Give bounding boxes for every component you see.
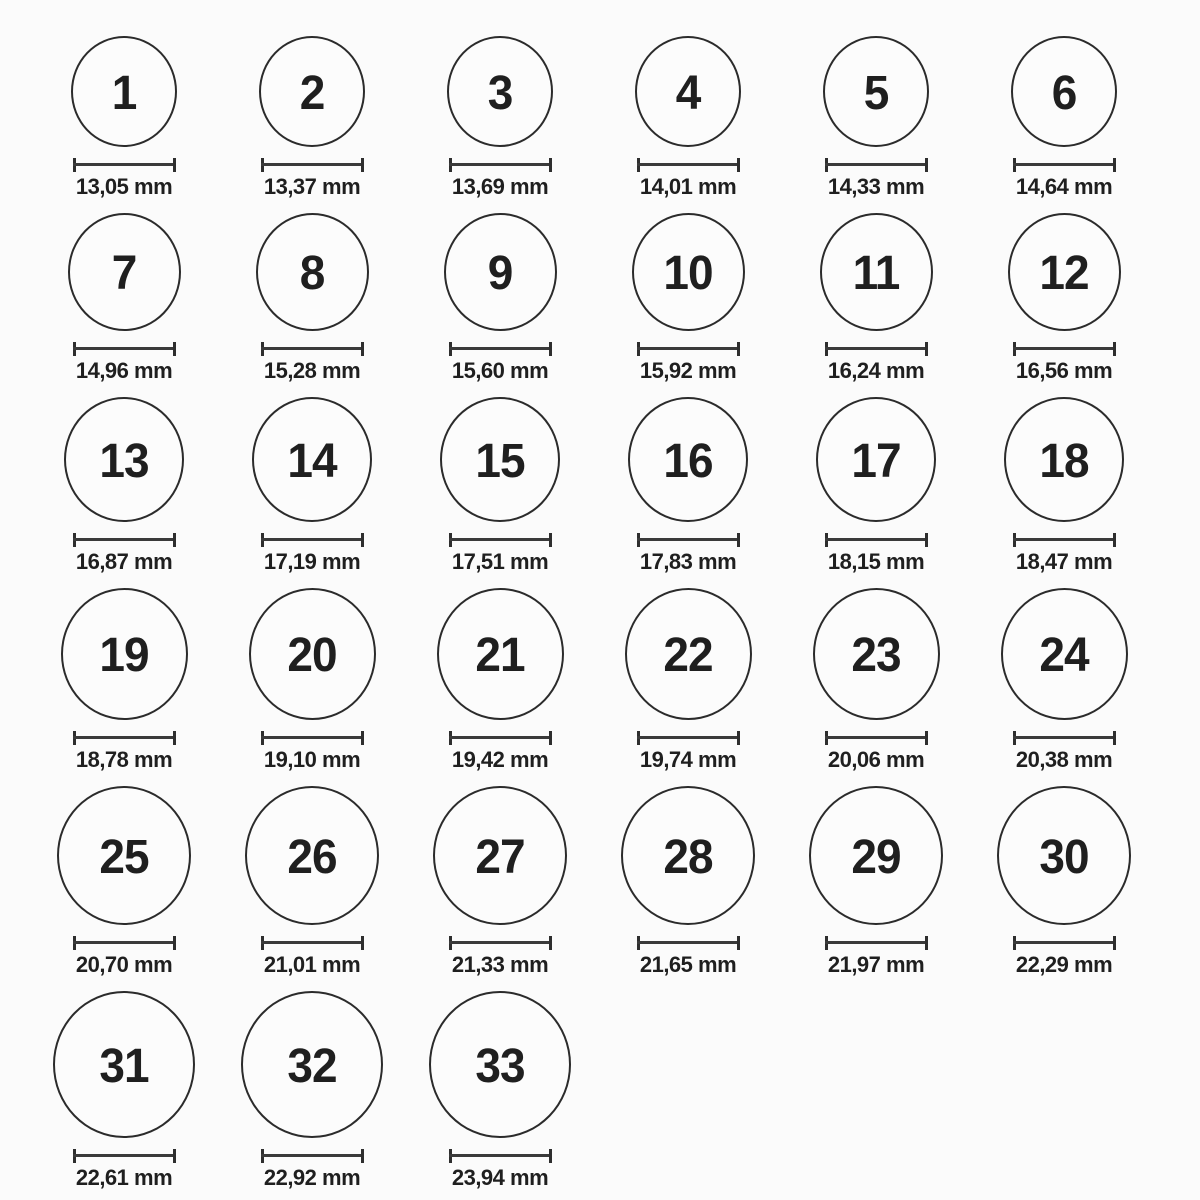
- diameter-label: 21,01 mm: [263, 952, 361, 977]
- ring-circle: [447, 36, 553, 147]
- ring-circle: [820, 213, 933, 331]
- diameter-measure-line: [1013, 342, 1116, 356]
- diameter-measure-line: [261, 342, 364, 356]
- ring-size-number: 21: [475, 626, 525, 682]
- ring-size-item: [782, 36, 970, 199]
- ring-size-number: 16: [663, 432, 713, 487]
- ring-circle: [429, 991, 571, 1138]
- diameter-measure-line: [73, 731, 176, 745]
- diameter-measure-line: [449, 936, 552, 950]
- ring-size-item: [970, 786, 1158, 977]
- diameter-measure-line: [825, 158, 928, 172]
- ring-size-number: 14: [287, 432, 337, 487]
- ring-size-number: 6: [1051, 64, 1077, 119]
- ring-size-number: 15: [475, 432, 525, 487]
- measure-bar: [261, 736, 364, 739]
- ring-size-number: 10: [663, 244, 713, 300]
- measure-bar: [449, 1154, 552, 1157]
- diameter-measure-line: [825, 936, 928, 950]
- measure-bar: [637, 163, 740, 166]
- measure-bar: [261, 941, 364, 944]
- ring-circle: [64, 397, 184, 522]
- diameter-measure-line: [825, 731, 928, 745]
- ring-size-row: [30, 588, 1200, 772]
- ring-size-number: 8: [299, 244, 325, 300]
- ring-size-row: [30, 991, 1200, 1190]
- ring-circle: [241, 991, 383, 1138]
- ring-circle: [433, 786, 567, 925]
- ring-size-item: [406, 397, 594, 574]
- measure-bar: [637, 736, 740, 739]
- measure-bar: [1013, 736, 1116, 739]
- diameter-label: 14,01 mm: [639, 174, 737, 199]
- diameter-label: 20,06 mm: [827, 747, 925, 772]
- ring-size-item: [406, 213, 594, 383]
- ring-circle: [61, 588, 188, 720]
- measure-bar: [1013, 163, 1116, 166]
- measure-bar: [825, 538, 928, 541]
- ring-size-item: [30, 213, 218, 383]
- ring-circle: [53, 991, 195, 1138]
- ring-size-item: [218, 991, 406, 1190]
- measure-bar: [261, 1154, 364, 1157]
- diameter-label: 14,96 mm: [75, 358, 173, 383]
- ring-size-number: 20: [287, 626, 337, 682]
- diameter-label: 19,42 mm: [451, 747, 549, 772]
- diameter-measure-line: [449, 533, 552, 547]
- ring-size-item: [782, 786, 970, 977]
- ring-size-item: [30, 786, 218, 977]
- diameter-measure-line: [261, 533, 364, 547]
- ring-size-number: 3: [487, 64, 513, 119]
- diameter-measure-line: [825, 342, 928, 356]
- diameter-label: 20,38 mm: [1015, 747, 1113, 772]
- ring-size-item: [594, 36, 782, 199]
- diameter-measure-line: [449, 342, 552, 356]
- ring-circle: [1008, 213, 1121, 331]
- diameter-measure-line: [261, 158, 364, 172]
- diameter-label: 18,47 mm: [1015, 549, 1113, 574]
- measure-bar: [261, 347, 364, 350]
- diameter-label: 15,92 mm: [639, 358, 737, 383]
- ring-size-item: [406, 991, 594, 1190]
- ring-size-item: [30, 36, 218, 199]
- diameter-label: 13,37 mm: [263, 174, 361, 199]
- diameter-label: 17,83 mm: [639, 549, 737, 574]
- measure-bar: [449, 538, 552, 541]
- diameter-measure-line: [1013, 936, 1116, 950]
- ring-size-item: [782, 588, 970, 772]
- diameter-label: 17,19 mm: [263, 549, 361, 574]
- ring-circle: [621, 786, 755, 925]
- ring-size-item: [970, 213, 1158, 383]
- ring-size-number: 33: [475, 1037, 525, 1092]
- measure-bar: [637, 538, 740, 541]
- ring-size-number: 26: [287, 828, 337, 883]
- diameter-label: 16,56 mm: [1015, 358, 1113, 383]
- ring-size-number: 22: [663, 626, 713, 682]
- ring-size-number: 13: [99, 432, 149, 487]
- ring-circle: [68, 213, 181, 331]
- diameter-measure-line: [637, 342, 740, 356]
- ring-size-item: [406, 36, 594, 199]
- ring-circle: [252, 397, 372, 522]
- diameter-label: 17,51 mm: [451, 549, 549, 574]
- ring-circle: [245, 786, 379, 925]
- measure-bar: [1013, 347, 1116, 350]
- measure-bar: [825, 941, 928, 944]
- ring-circle: [249, 588, 376, 720]
- diameter-measure-line: [1013, 731, 1116, 745]
- measure-bar: [449, 163, 552, 166]
- diameter-measure-line: [449, 158, 552, 172]
- ring-size-item: [406, 588, 594, 772]
- ring-size-number: 11: [852, 244, 900, 300]
- measure-bar: [449, 347, 552, 350]
- diameter-measure-line: [637, 936, 740, 950]
- diameter-label: 22,92 mm: [263, 1165, 361, 1190]
- ring-size-number: 7: [111, 244, 137, 300]
- diameter-label: 19,10 mm: [263, 747, 361, 772]
- ring-size-number: 30: [1039, 828, 1089, 883]
- diameter-label: 13,69 mm: [451, 174, 549, 199]
- ring-size-number: 31: [99, 1037, 149, 1092]
- ring-size-number: 18: [1039, 432, 1089, 487]
- ring-size-item: [218, 213, 406, 383]
- measure-bar: [73, 163, 176, 166]
- diameter-label: 21,33 mm: [451, 952, 549, 977]
- diameter-measure-line: [261, 1149, 364, 1163]
- ring-size-number: 4: [675, 64, 701, 119]
- measure-bar: [261, 538, 364, 541]
- diameter-label: 15,60 mm: [451, 358, 549, 383]
- diameter-label: 20,70 mm: [75, 952, 173, 977]
- measure-bar: [261, 163, 364, 166]
- measure-bar: [1013, 941, 1116, 944]
- diameter-label: 14,33 mm: [827, 174, 925, 199]
- diameter-label: 18,78 mm: [75, 747, 173, 772]
- ring-size-item: [218, 397, 406, 574]
- ring-circle: [440, 397, 560, 522]
- ring-size-item: [782, 213, 970, 383]
- diameter-label: 16,24 mm: [827, 358, 925, 383]
- ring-circle: [809, 786, 943, 925]
- measure-bar: [637, 347, 740, 350]
- ring-size-item: [594, 397, 782, 574]
- ring-size-number: 5: [863, 64, 889, 119]
- ring-size-item: [782, 397, 970, 574]
- diameter-measure-line: [1013, 158, 1116, 172]
- diameter-measure-line: [73, 936, 176, 950]
- diameter-measure-line: [73, 1149, 176, 1163]
- ring-circle: [1011, 36, 1117, 147]
- measure-bar: [73, 941, 176, 944]
- ring-size-number: 28: [663, 828, 713, 883]
- ring-size-item: [218, 588, 406, 772]
- ring-size-item: [594, 588, 782, 772]
- measure-bar: [825, 163, 928, 166]
- ring-size-number: 32: [287, 1037, 337, 1092]
- measure-bar: [73, 1154, 176, 1157]
- ring-size-number: 17: [851, 432, 901, 487]
- ring-size-number: 9: [487, 244, 513, 300]
- ring-circle: [1004, 397, 1124, 522]
- ring-size-row: [30, 213, 1200, 383]
- ring-size-number: 2: [299, 64, 325, 119]
- measure-bar: [73, 538, 176, 541]
- diameter-measure-line: [73, 533, 176, 547]
- ring-size-item: [30, 397, 218, 574]
- ring-circle: [57, 786, 191, 925]
- diameter-measure-line: [637, 731, 740, 745]
- ring-circle: [632, 213, 745, 331]
- measure-bar: [637, 941, 740, 944]
- diameter-measure-line: [449, 1149, 552, 1163]
- ring-circle: [444, 213, 557, 331]
- diameter-measure-line: [261, 731, 364, 745]
- diameter-measure-line: [637, 158, 740, 172]
- ring-size-number: 27: [475, 828, 525, 883]
- measure-bar: [1013, 538, 1116, 541]
- ring-size-item: [594, 213, 782, 383]
- ring-size-row: [30, 786, 1200, 977]
- ring-size-number: 24: [1039, 626, 1089, 682]
- diameter-measure-line: [73, 342, 176, 356]
- ring-circle: [625, 588, 752, 720]
- ring-size-number: 12: [1039, 244, 1089, 300]
- diameter-measure-line: [449, 731, 552, 745]
- ring-circle: [635, 36, 741, 147]
- ring-circle: [997, 786, 1131, 925]
- diameter-label: 15,28 mm: [263, 358, 361, 383]
- ring-size-item: [594, 786, 782, 977]
- diameter-measure-line: [825, 533, 928, 547]
- diameter-measure-line: [637, 533, 740, 547]
- ring-circle: [813, 588, 940, 720]
- ring-size-item: [218, 36, 406, 199]
- diameter-label: 22,29 mm: [1015, 952, 1113, 977]
- measure-bar: [73, 347, 176, 350]
- diameter-label: 23,94 mm: [451, 1165, 549, 1190]
- diameter-label: 21,97 mm: [827, 952, 925, 977]
- ring-size-row: [30, 397, 1200, 574]
- ring-circle: [1001, 588, 1128, 720]
- diameter-label: 14,64 mm: [1015, 174, 1113, 199]
- ring-size-item: [970, 588, 1158, 772]
- diameter-label: 18,15 mm: [827, 549, 925, 574]
- ring-size-number: 25: [99, 828, 149, 883]
- ring-size-item: [406, 786, 594, 977]
- ring-size-number: 19: [99, 626, 149, 682]
- ring-circle: [71, 36, 177, 147]
- measure-bar: [825, 347, 928, 350]
- diameter-measure-line: [1013, 533, 1116, 547]
- ring-circle: [816, 397, 936, 522]
- ring-circle: [823, 36, 929, 147]
- ring-size-number: 23: [851, 626, 901, 682]
- diameter-label: 16,87 mm: [75, 549, 173, 574]
- diameter-label: 19,74 mm: [639, 747, 737, 772]
- ring-size-item: [30, 991, 218, 1190]
- diameter-label: 13,05 mm: [75, 174, 173, 199]
- ring-circle: [259, 36, 365, 147]
- ring-size-number: 1: [111, 64, 137, 119]
- ring-circle: [256, 213, 369, 331]
- ring-circle: [437, 588, 564, 720]
- measure-bar: [449, 736, 552, 739]
- ring-size-number: 29: [851, 828, 901, 883]
- ring-size-row: [30, 36, 1200, 199]
- diameter-label: 22,61 mm: [75, 1165, 173, 1190]
- measure-bar: [73, 736, 176, 739]
- ring-circle: [628, 397, 748, 522]
- ring-size-item: [970, 36, 1158, 199]
- measure-bar: [825, 736, 928, 739]
- diameter-label: 21,65 mm: [639, 952, 737, 977]
- ring-size-item: [970, 397, 1158, 574]
- measure-bar: [449, 941, 552, 944]
- ring-size-item: [30, 588, 218, 772]
- diameter-measure-line: [73, 158, 176, 172]
- diameter-measure-line: [261, 936, 364, 950]
- ring-size-item: [218, 786, 406, 977]
